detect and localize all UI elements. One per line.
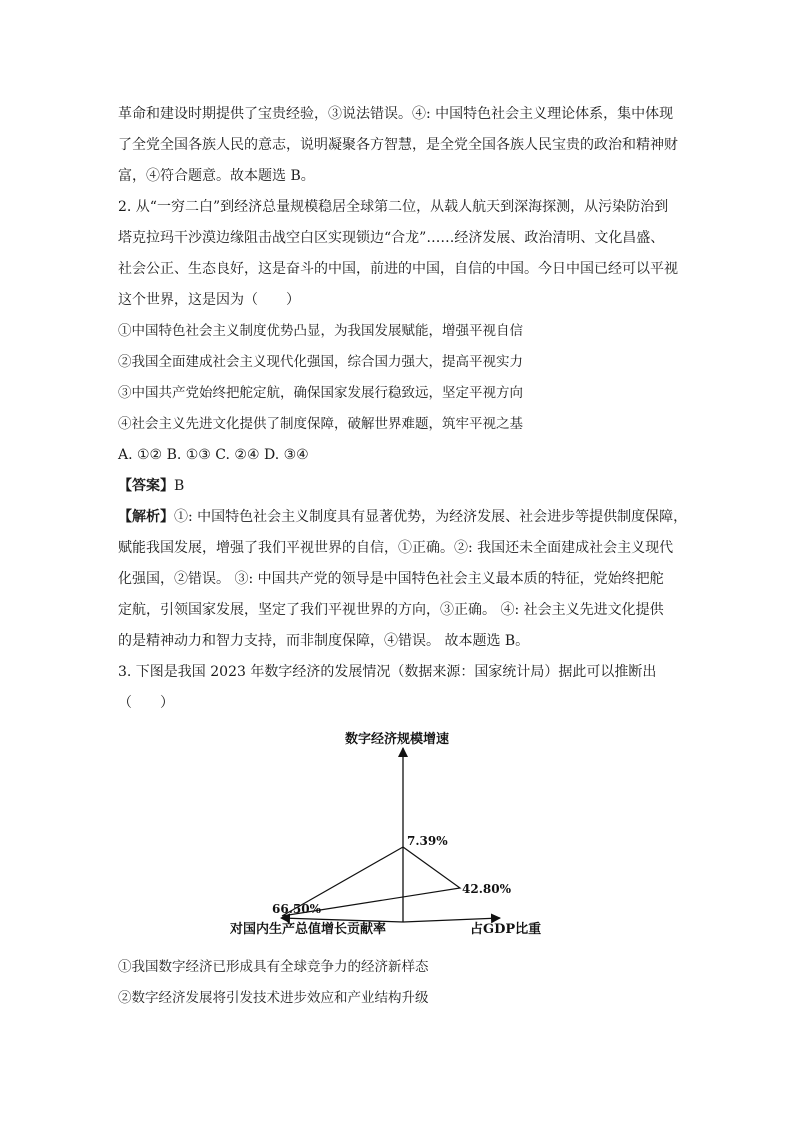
value-label: 42.80% [462, 882, 511, 896]
option-item: ②我国全面建成社会主义现代化强国，综合国力强大，提高平视实力 [118, 354, 523, 370]
question-2-stem: 社会公正、生态良好，这是奋斗的中国，前进的中国，自信的中国。今日中国已经可以平视 [118, 261, 678, 277]
question-2-stem: 2. 从“一穷二白”到经济总量规模稳居全球第二位，从载人航天到深海探测，从污染防治到 [118, 199, 669, 215]
option-item: ①我国数字经济已形成具有全球竞争力的经济新样态 [118, 959, 429, 975]
analysis-text: 的是精神动力和智力支持，而非制度保障，④错误。 故本题选 B。 [118, 633, 530, 649]
analysis-line [118, 507, 688, 527]
option-item: ④社会主义先进文化提供了制度保障，破解世界难题，筑牢平视之基 [118, 416, 523, 432]
analysis-text: 定航，引领国家发展，坚定了我们平视世界的方向，③正确。 ④: 社会主义先进文化提供 [118, 602, 664, 618]
answer-line [118, 476, 678, 496]
digital-economy-chart [0, 722, 794, 962]
question-2-stem: 这个世界，这是因为（ ） [118, 292, 300, 308]
axis-title-top: 数字经济规模增速 [345, 732, 450, 747]
value-label: 66.50% [272, 902, 321, 916]
analysis-text: 赋能我国发展，增强了我们平视世界的自信，①正确。②: 我国还未全面建成社会主义现代 [118, 540, 674, 556]
text-line: 富，④符合题意。故本题选 B。 [118, 168, 315, 184]
question-3-stem: 3. 下图是我国 2023 年数字经济的发展情况（数据来源：国家统计局）据此可以推断出 [118, 664, 657, 680]
option-item: ②数字经济发展将引发技术进步效应和产业结构升级 [118, 990, 429, 1006]
answer-choices: A. ①② B. ①③ C. ②④ D. ③④ [118, 447, 309, 463]
option-item: ③中国共产党始终把舵定航，确保国家发展行稳致远，坚定平视方向 [118, 385, 523, 401]
answer-label: 【答案】 [118, 478, 174, 494]
text-line: 革命和建设时期提供了宝贵经验，③说法错误。④: 中国特色社会主义理论体系，集中体现 [118, 106, 674, 122]
text-line: 了全党全国各族人民的意志，说明凝聚各方智慧，是全党全国各族人民宝贵的政治和精神财 [118, 137, 678, 153]
axis-title-left: 对国内生产总值增长贡献率 [230, 922, 387, 937]
analysis-text: 化强国，②错误。 ③: 中国共产党的领导是中国特色社会主义最本质的特征，党始终把舵 [118, 571, 664, 587]
question-3-stem: （ ） [118, 695, 174, 711]
axis-title-right: 占GDP比重 [470, 922, 542, 937]
question-2-stem: 塔克拉玛干沙漠边缘阻击战空白区实现锁边“合龙”……经济发展、政治清明、文化昌盛、 [118, 230, 665, 246]
analysis-text: ①: 中国特色社会主义制度具有显著优势，为经济发展、社会进步等提供制度保障， [174, 509, 688, 525]
analysis-label: 【解析】 [118, 509, 174, 525]
option-item: ①中国特色社会主义制度优势凸显，为我国发展赋能，增强平视自信 [118, 323, 523, 339]
value-label: 7.39% [407, 834, 448, 848]
answer-value: B [174, 478, 185, 494]
